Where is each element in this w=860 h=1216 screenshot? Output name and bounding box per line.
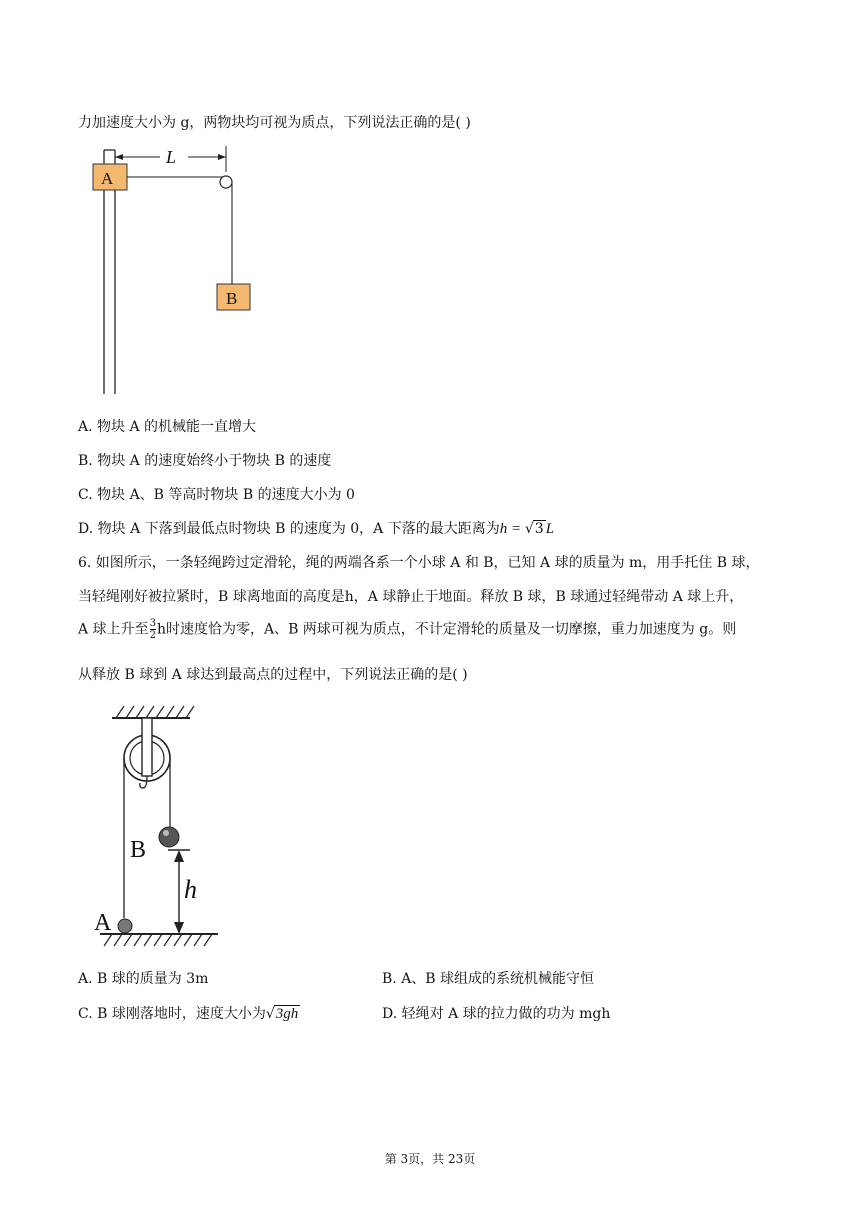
q6-option-c-text: C. B 球刚落地时，速度大小为 — [78, 1006, 266, 1022]
q6-line2: 当轻绳刚好被拉紧时，B 球离地面的高度是h，A 球静止于地面。释放 B 球，B 球通过轻绳带动 A 球上升， — [78, 589, 744, 605]
page-footer: 第 3页，共 23页 — [384, 1152, 476, 1166]
ball-a — [118, 919, 132, 933]
ball-b — [159, 827, 179, 847]
fraction-three-halves — [150, 618, 156, 641]
length-label: L — [166, 147, 177, 167]
q5-option-d-text: D. 物块 A 下落到最低点时物块 B 的速度为 0，A 下落的最大距离为 — [78, 521, 500, 537]
q6-line3-post: h时速度恰为零，A、B 两球可视为质点，不计定滑轮的质量及一切摩擦，重力加速度为 g。则 — [156, 621, 737, 638]
q6-line4: 从释放 B 球到 A 球达到最高点的过程中，下列说法正确的是( ) — [78, 667, 468, 683]
q5-option-d-tail: L — [545, 521, 555, 537]
q6-option-b: B. A、B 球组成的系统机械能守恒 — [382, 971, 595, 987]
ball-b-label: B — [130, 837, 147, 863]
fraction-denominator: 2 — [149, 630, 156, 641]
q6-line3-pre: A 球上升至 — [78, 621, 149, 638]
q6-option-d: D. 轻绳对 A 球的拉力做的功为 mgh — [382, 1006, 611, 1022]
ball-a-label: A — [94, 910, 112, 936]
q5-option-d-root: 3 — [534, 521, 544, 537]
height-label: h — [184, 875, 197, 904]
q5-option-d-formula: h = — [499, 521, 525, 537]
q5-stem-tail: 力加速度大小为 g，两物块均可视为质点，下列说法正确的是( ) — [78, 115, 471, 131]
q6-option-c-root: 3gh — [275, 1006, 299, 1022]
q6-figure — [90, 700, 230, 950]
block-a-label: A — [101, 169, 114, 188]
q5-option-d: D. 物块 A 下落到最低点时物块 B 的速度为 0，A 下落的最大距离为h = √3 L — [78, 521, 555, 537]
q5-figure — [88, 142, 268, 397]
block-b-label: B — [226, 289, 238, 308]
q5-option-b: B. 物块 A 的速度始终小于物块 B 的速度 — [78, 453, 332, 469]
pulley — [220, 176, 232, 188]
q6-option-a: A. B 球的质量为 3m — [78, 971, 209, 987]
fraction-numerator: 3 — [149, 618, 156, 629]
q6-line1: 6. 如图所示，一条轻绳跨过定滑轮，绳的两端各系一个小球 A 和 B，已知 A 球的质量为 m，用手托住 B 球， — [78, 555, 760, 571]
q6-option-c: C. B 球刚落地时，速度大小为√3gh — [78, 1006, 299, 1022]
q5-option-c: C. 物块 A、B 等高时物块 B 的速度大小为 0 — [78, 487, 355, 503]
q6-line3 — [78, 618, 736, 641]
q5-option-a: A. 物块 A 的机械能一直增大 — [78, 419, 257, 435]
